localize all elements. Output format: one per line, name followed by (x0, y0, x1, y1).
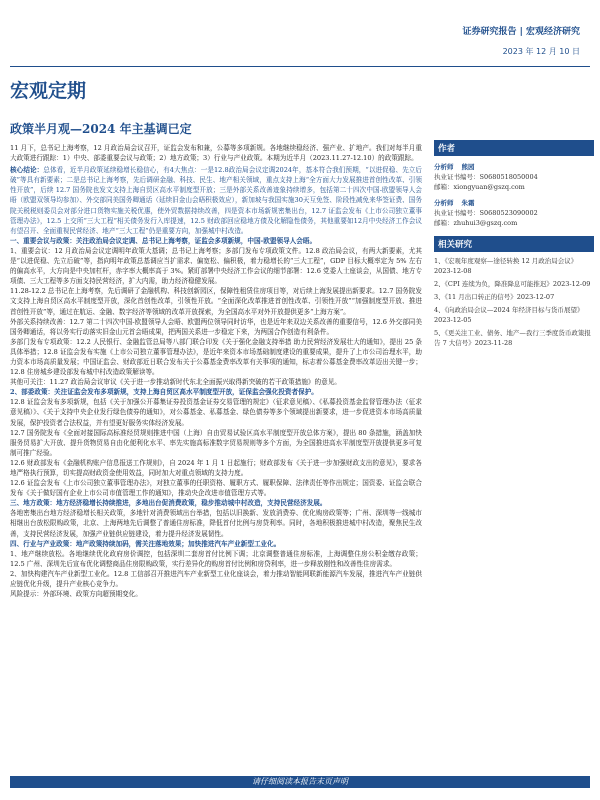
report-header (462, 24, 580, 57)
analyst-license: 执业证书编号：S0680518050004 (434, 173, 538, 181)
analyst-name: 朱霜 (461, 199, 475, 207)
related-research-item[interactable]: 4、《向政治局会议—2024 年经济目标与货币展望》2023-12-05 (434, 306, 584, 324)
section-heading-4: 四、行业与产业政策：地产政策持续加码，需关注落地效果；加快推进汽车产业新型工业化。 (10, 539, 281, 548)
body-paragraph: 1、重要会议：12 月政治局会议定调明年政策大基调；总书记上海考察；多部门发布专项政策文件。12.8 政治局会议，有两大新要素，尤其是“以进促稳、先立后破”等，指向明年政策总基调应当扩需求、偏宽松、偏积极，着力稳增长的“三大工程”，GDP 目标大概率定为 5% 左右的偏高水平，大方向是中央加杠杆，赤字率大概率高于 3%。紧盯部署中央经济工作会议的细节部署：12.6 党委人士座谈会，从国债、地方专项债、三大工程等多方面支持民营经济，扩大内需，助力经济稳健发展。 (10, 246, 422, 286)
report-category: 宏观定期 (10, 80, 87, 102)
core-conclusion-label: 核心结论： (10, 166, 44, 175)
risk-note: 风险提示：外部环境、政策方向超预期变化。 (10, 590, 142, 599)
body-paragraph: 其他可关注：11.27 政治局会议审议《关于进一步推动新时代东北全面振兴取得新突破的若干政策措施》的意见。 (10, 378, 341, 387)
section-heading-3: 三、地方政策：地方经济稳增长持续推进，多地出台促消费政策，稳步推动城中村改造，支持民营经济发展。 (10, 499, 327, 508)
analyst-name: 熊园 (461, 163, 475, 171)
footer-disclaimer: 请仔细阅读本报告末页声明 (10, 776, 590, 788)
body-paragraph: 12.7 国务院发布《全面对接国际高标准经贸规则推进中国（上海）自由贸易试验区高水平制度型开放总体方案》，提出 80 条措施，涵盖加快服务贸易扩大开放、提升货物贸易自由化便利化水平、率先实施高标准数字贸易规则等多个方面，为全国推进高水平制度型开放提供更多可复制可推广经验。 (10, 428, 422, 457)
body-paragraph: 12.8 证监会发布多项新规，包括《关于加强公开募集证券投资基金证券交易管理的规定》（征求意见稿）、《私募投资基金监督管理办法（征求意见稿）》、《关于支持中央企业发行绿色债券的通知》，对公募基金、私募基金、绿色债券等多个领域提出新要求，进一步促进资本市场高质量发展，保护投资者合法权益，并有望更好服务实体经济发展。 (10, 398, 422, 427)
summary-paragraph: 11 月下，总书记上海考察，12 月政治局会议召开，证监会发布和兼，公募等多项新规。各地继续稳经济、强产业、扩地产。我们对每半月重大政策进行跟踪：1）中央、部委重要会议与政策；2）地方政策；3）行业与产业政策。本期为近半月（2023.11.27-12.10）的政策跟踪。 (10, 144, 422, 163)
author-heading: 作者 (434, 140, 594, 156)
core-conclusion-text: 总体看，近半月政策延续稳增长稳信心，有4大焦点：一是12.8政治局会议定调2024年，基本符合我们预期，“以进促稳、先立后破”等具有新要素；二是总书记上海考察，先后调研金融、科技、民生、地产相关领域，重点支持上海“全方面大力发展推进首创性改革、引领性开放”，后续 12.7 国务院也发文支持上海自贸区高水平制度型开放；三是外部关系改善迹象持续增多，包括第二十四次中国-欧盟领导人会晤（欧盟双领导均参加）、外交部同美国务卿通话（延续旧金山会晤积极效应），新加坡与我国实施30天互免签、阶段性减免来华签证费、国务院关税税则委员会对部分进口货物实施关税优惠，使外贸数据持续改善，四是资本市场新规密集出台，12.7 证监会发布《上市公司独立董事管理办法》，12.5 上交所“三大工程”相关债务发行入库提速，12.5 财政部回应稳地方债及化解隐性债务，其他重要如12月中央经济工作会议有望召开、全面重视民营经济、地产“三大工程”仍是重要方向，加强城中村改造。 (10, 166, 423, 235)
header-divider (10, 66, 590, 67)
body-paragraph: 各地密集出台地方经济稳增长相关政策，多地针对消费领域出台举措，包括以旧换新、发放消费券、优化购房政策等；广州、深圳等一线城市相继出台放松限购政策，北京、上海两地先后调整了普通住房标准，降低首付比例与房贷利率。同时，各地积极推进城中村改造，聚焦民生改善，支持民营经济发展，加强产业链供应链建设，着力提升经济发展韧性。 (10, 509, 422, 538)
related-research-item[interactable]: 1、《宏观年度观察—途径转换 12 月政治局会议》2023-12-08 (434, 257, 578, 275)
body-paragraph: 11.28-12.2 总书记在上海考察，先后调研了金融机构、科技创新园区，保障性租赁住房项目等，对后续上海发展提出新要求。12.7 国务院发文支持上海自贸区高水平制度型开放，深化首创性改革，引领性开放。“全面深化改革推进首创性改革、引领性开放”“加强制度型开放、推进首创性开放”等，通过在航运、金融、数字经济等领域的改革开放探索，为全国高水平对外开放提供更多“上海方案”。 (10, 287, 422, 316)
analyst-license: 执业证书编号：S0680523090002 (434, 209, 538, 217)
report-title: 政策半月观—2024 年主基调已定 (10, 122, 192, 136)
body-paragraph: 12.6 证监会发布《上市公司独立董事管理办法》，对独立董事的任职资格、履职方式、履职保障、法律责任等作出规定；国资委、证监会联合发布《关于做好国有企业上市公司市值管理工作的通知》，推动央企改进市值管理方式等。 (10, 479, 422, 498)
analyst-role: 分析师 (434, 163, 454, 171)
analyst-email[interactable]: 邮箱：zhuhui3@gszq.com (434, 219, 518, 227)
section-heading-2: 2、部委政策：关注证监会发布多项新规，支持上海自贸区高水平制度型开放，证保监会强化投资者保护。 (10, 388, 318, 397)
analyst-email[interactable]: 邮箱：xiongyuan@gszq.com (434, 183, 525, 191)
analyst-block (434, 162, 594, 192)
related-research-item[interactable]: 2、《CPI 连续为负，降准降息可能推迟》2023-12-09 (434, 280, 591, 288)
sidebar (434, 140, 594, 351)
body-paragraph: 外部关系持续改善：12.7 第二十四次中国-欧盟领导人会晤、欧盟两位领导同时访华，也是近年来双边关系改善的重要信号，12.6 外交部同美国务卿通话，将以务实行动落实旧金山元首会晤成果，把两国关系进一步稳定下来，为两国合作创造有利条件。 (10, 317, 422, 336)
body-paragraph: 1、地产继续放松。各地继续优化政府房价调控，包括深圳二套房首付比例下调；北京调整普通住房标准，上海调整住房公积金缴存政策；12.5 广州、深圳先后宣布优化调整商品住房限购政策，实行差异化的购房首付比例和房贷利率，进一步释放刚性和改善性住房需求。 (10, 549, 422, 568)
analyst-block (434, 198, 594, 228)
analyst-role: 分析师 (434, 199, 454, 207)
related-research-item[interactable]: 3、《11 月出口转正的信号》2023-12-07 (434, 293, 555, 301)
body-paragraph: 多部门发布专项政策：12.2 人民银行、金融监管总局等八部门联合印发《关于强化金融支持举措 助力民营经济发展壮大的通知》，提出 25 条具体举措；12.8 证监会发布实施《上市公司独立董事管理办法》，是近年来资本市场基础制度建设的重要成果，提升了上市公司治理水平，助力资本市场高质量发展；中国证监会、财政部近日联合发布关于公募基金费率改革有关事项的通知，标志着公募基金费率改革迈出关键一步；12.8 住房城乡建设部发布城中村改造政策解读等。 (10, 337, 422, 377)
report-date: 2023 年 12 月 10 日 (502, 47, 580, 56)
report-type: 证券研究报告 | 宏观经济研究 (462, 27, 580, 37)
related-research-list (434, 256, 594, 348)
body-paragraph: 2、加快构建汽车产业新型工业化。12.8 工信部召开推进汽车产业新型工业化座谈会，着力推动智能网联新能源汽车发展，推进汽车产业链供应链优化升级，提升产业核心竞争力。 (10, 569, 422, 589)
main-body (10, 143, 422, 599)
related-research-item[interactable]: 5、《更关注工业、债务、地产—我行三季度货币政策报告 7 大信号》2023-11-28 (434, 329, 591, 347)
body-paragraph: 12.6 财政部发布《金融机构账户信息报送工作规则》，自 2024 年 1 月 1 日起施行；财政部发布《关于进一步加强财政支出的意见》，要求各地严格执行预算，切实提高财政资金使用效益，同时加大对重点领域的支持力度。 (10, 458, 422, 477)
related-research-heading: 相关研究 (434, 236, 594, 252)
core-conclusion (10, 165, 422, 236)
section-heading-1: 一、重要会议与政策：关注政治局会议定调、总书记上海考察，证监会多项新规，中国-欧盟领导人会晤。 (10, 236, 317, 245)
